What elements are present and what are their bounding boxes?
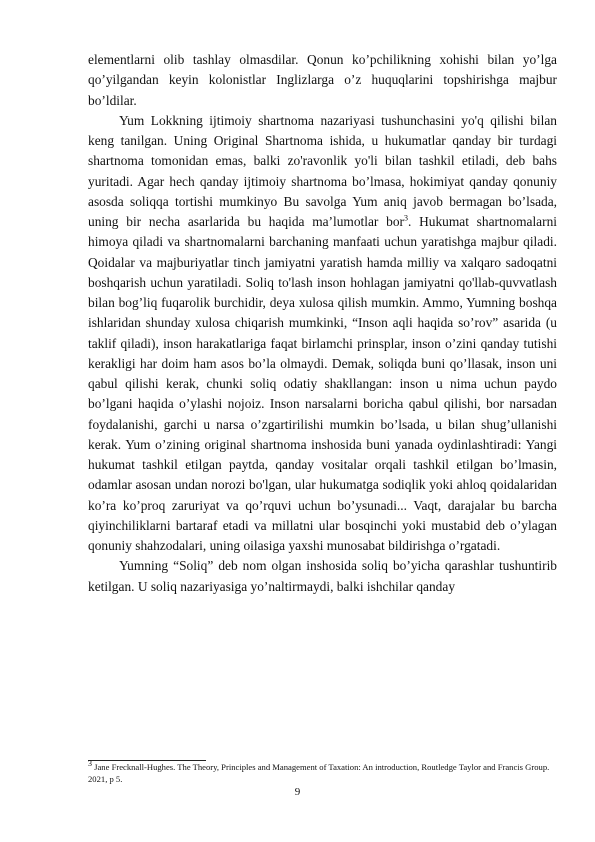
paragraph-1-text: elementlarni olib tashlay olmasdilar. Qonun ko’pchilikning xohishi bilan yo’lga qo’yilgandan keyin kolonistlar Inglizlarga o’z huquqlarini topshirishga majbur bo’ldilar. [88,52,557,108]
page-number: 9 [294,786,301,798]
paragraph-1 [88,50,557,111]
paragraph-2-text-continued: . Hukumat shartnomalarni himoya qiladi va shartnomalarni barchaning manfaati uchun yaratishga majbur qiladi. Qoidalar va majburiyatlar tinch jamiyatni yaratish hamda milliy va xalqaro sadoqatni boshqarish uchun yaratiladi. Soliq to'lash inson hohlagan jamiyatni qo'llab-quvvatlash bilan bog’liq fuqarolik burchidir, deya xulosa qilish mumkin. Ammo, Yumning boshqa ishlaridan shunday xulosa chiqarish mumkinki, “Inson aqli haqida so’rov” asarida (u taklif qiladi), inson harakatlariga faqat birlamchi prinsplar, inson o’zini qanday tutishi kerakligi har doim ham asos bo’la olmaydi. Demak, soliqda buni qo’llasak, inson uni qabul qilishi kerak, chunki soliq odatiy shakllangan: inson u nima uchun paydo bo’lgani haqida o’ylashi nojoiz. Inson narsalarni boricha qabul qilishi, bor narsadan foydalanishi, garchi u narsa o’zgartirilishi mumkin bo’lsada, u bilan shug’ullanishi kerak. Yum o’zining original shartnoma inshosida buni yanada oydinlashtiradi: Yangi hukumat tashkil etilgan paytda, qanday vositalar orqali tashkil etilgan bo’lmasin, odamlar asosan undan norozi bo'lgan, ular hukumatga sodiqlik yoki ahloq qoidalaridan ko’ra ko’proq zaruriyat va qo’rquvi uchun bo’ysunadi... Vaqt, darajalar bu barcha qiyinchiliklarni bartaraf etadi va millatni ular bosqinchi yoki mustabid deb o’ylagan qonuniy shahzodalari, uning oilasiga yaxshi munosabat bildirishga o’rgatadi. [88,214,557,553]
paragraph-3 [88,556,557,597]
footnote-text: Jane Frecknall-Hughes. The Theory, Principles and Management of Taxation: An introduction, Routledge Taylor and Francis Group. 2021, p 5. [88,762,550,784]
footnote-separator [88,760,206,761]
document-body [88,50,557,597]
footnote [88,759,557,785]
paragraph-2-text: Yum Lokkning ijtimoiy shartnoma nazariyasi tushunchasini yo'q qilishi bilan keng tanilgan. Uning Original Shartnoma ishida, u hukumatlar qanday bir turdagi shartnoma tomonidan emas, balki zo'ravonlik yo'li bilan tashkil etiladi, deb bahs yuritadi. Agar hech qanday ijtimoiy shartnoma bo’lmasa, hokimiyat qanday qonuniy asosda soliqqa tortishi mumkinyo Bu savolga Yum aniq javob bermagan bo’lsada, uning bir necha asarlarida bu haqida ma’lumotlar bor [88,112,557,229]
paragraph-3-text: Yumning “Soliq” deb nom olgan inshosida soliq bo’yicha qarashlar tushuntirib ketilgan. U soliq nazariyasiga yo’naltirmaydi, balki ishchilar qanday [88,558,557,594]
paragraph-2 [88,111,557,557]
footnote-reference[interactable]: 3 [404,213,408,223]
footnote-marker: 3 [88,759,92,769]
